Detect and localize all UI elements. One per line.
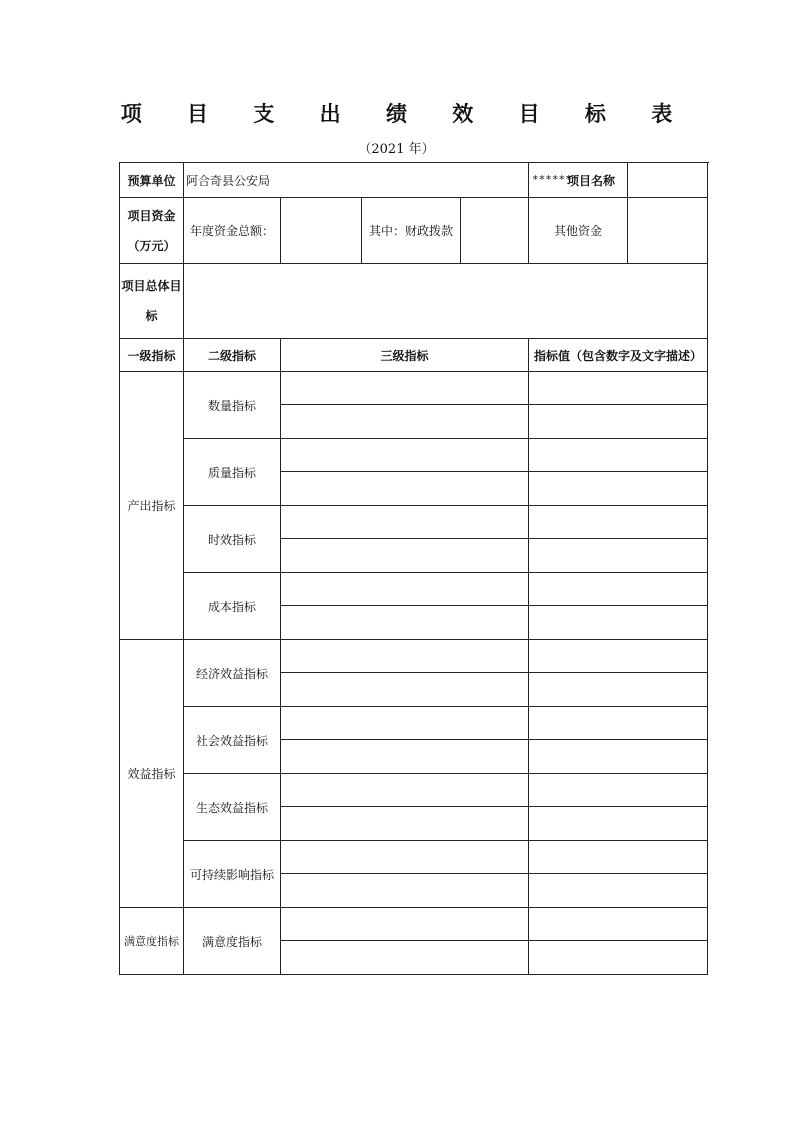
- indicator-value-cell[interactable]: [529, 740, 708, 774]
- level2-quality: 质量指标: [184, 439, 281, 506]
- col-level2-header: 二级指标: [184, 339, 281, 372]
- indicator-value-cell[interactable]: [529, 439, 708, 472]
- project-name-label: 项目名称: [529, 163, 628, 198]
- annual-total-value[interactable]: [281, 198, 362, 264]
- level3-cell[interactable]: [281, 539, 529, 573]
- col-value-header: 指标值（包含数字及文字描述）: [529, 339, 708, 372]
- funds-row: [120, 198, 708, 264]
- indicator-value-cell[interactable]: [529, 573, 708, 606]
- level3-cell[interactable]: [281, 874, 529, 908]
- other-funds-value[interactable]: [628, 198, 708, 264]
- level3-cell[interactable]: [281, 841, 529, 874]
- year-label: （2021 年）: [358, 142, 435, 157]
- indicator-value-cell[interactable]: [529, 941, 708, 975]
- level2-social: 社会效益指标: [184, 707, 281, 774]
- level3-cell[interactable]: [281, 807, 529, 841]
- level3-cell[interactable]: [281, 707, 529, 740]
- indicator-value-cell[interactable]: [529, 506, 708, 539]
- budget-unit-label: 预算单位: [120, 163, 184, 198]
- goal-label-line1: 项目总体目: [121, 279, 182, 293]
- indicator-value-cell[interactable]: [529, 707, 708, 740]
- indicator-value-cell[interactable]: [529, 606, 708, 640]
- goal-value[interactable]: [184, 264, 708, 339]
- column-header-row: [120, 339, 708, 372]
- level2-cost: 成本指标: [184, 573, 281, 640]
- level2-economic: 经济效益指标: [184, 640, 281, 707]
- level3-cell[interactable]: [281, 506, 529, 539]
- budget-unit-value[interactable]: 阿合奇县公安局: [184, 163, 529, 198]
- indicator-value-cell[interactable]: [529, 908, 708, 941]
- level3-cell[interactable]: [281, 908, 529, 941]
- indicator-value-cell[interactable]: [529, 539, 708, 573]
- indicator-value-cell[interactable]: [529, 841, 708, 874]
- funds-label: [120, 198, 184, 264]
- level3-cell[interactable]: [281, 573, 529, 606]
- indicator-value-cell[interactable]: [529, 640, 708, 673]
- funds-label-line1: 项目资金: [127, 208, 176, 223]
- indicator-value-cell[interactable]: [529, 405, 708, 439]
- funds-label-line2: （万元）: [127, 238, 176, 253]
- level3-cell[interactable]: [281, 640, 529, 673]
- annual-total-label: 年度资金总额：: [184, 198, 281, 264]
- col-level3-header: 三级指标: [281, 339, 529, 372]
- level3-cell[interactable]: [281, 439, 529, 472]
- level3-cell[interactable]: [281, 372, 529, 405]
- indicator-value-cell[interactable]: [529, 874, 708, 908]
- level1-satisfaction: 满意度指标: [120, 908, 184, 975]
- level3-cell[interactable]: [281, 774, 529, 807]
- other-funds-label: 其他资金: [529, 198, 628, 264]
- performance-target-table: [119, 162, 708, 975]
- level1-output: 产出指标: [120, 372, 184, 640]
- project-name-value[interactable]: ******: [532, 173, 572, 186]
- indicator-value-cell[interactable]: [529, 807, 708, 841]
- indicator-value-cell[interactable]: [529, 372, 708, 405]
- level2-satisfaction: 满意度指标: [184, 908, 281, 975]
- level3-cell[interactable]: [281, 740, 529, 774]
- level3-cell[interactable]: [281, 472, 529, 506]
- fiscal-label: 其中：财政拨款: [362, 198, 461, 264]
- fiscal-value[interactable]: [461, 198, 529, 264]
- indicator-value-cell[interactable]: [529, 472, 708, 506]
- level3-cell[interactable]: [281, 606, 529, 640]
- level2-quantity: 数量指标: [184, 372, 281, 439]
- goal-row: [120, 264, 708, 339]
- level3-cell[interactable]: [281, 405, 529, 439]
- level3-cell[interactable]: [281, 941, 529, 975]
- indicator-value-cell[interactable]: [529, 774, 708, 807]
- col-level1-header: 一级指标: [120, 339, 184, 372]
- level2-timeliness: 时效指标: [184, 506, 281, 573]
- level2-ecological: 生态效益指标: [184, 774, 281, 841]
- goal-label: [120, 264, 184, 339]
- goal-label-line2: 标: [145, 309, 158, 323]
- level3-cell[interactable]: [281, 673, 529, 707]
- level2-sustainable: 可持续影响指标: [184, 841, 281, 908]
- page-title: 项 目 支 出 绩 效 目 标 表: [120, 102, 692, 126]
- level1-benefit: 效益指标: [120, 640, 184, 908]
- indicator-value-cell[interactable]: [529, 673, 708, 707]
